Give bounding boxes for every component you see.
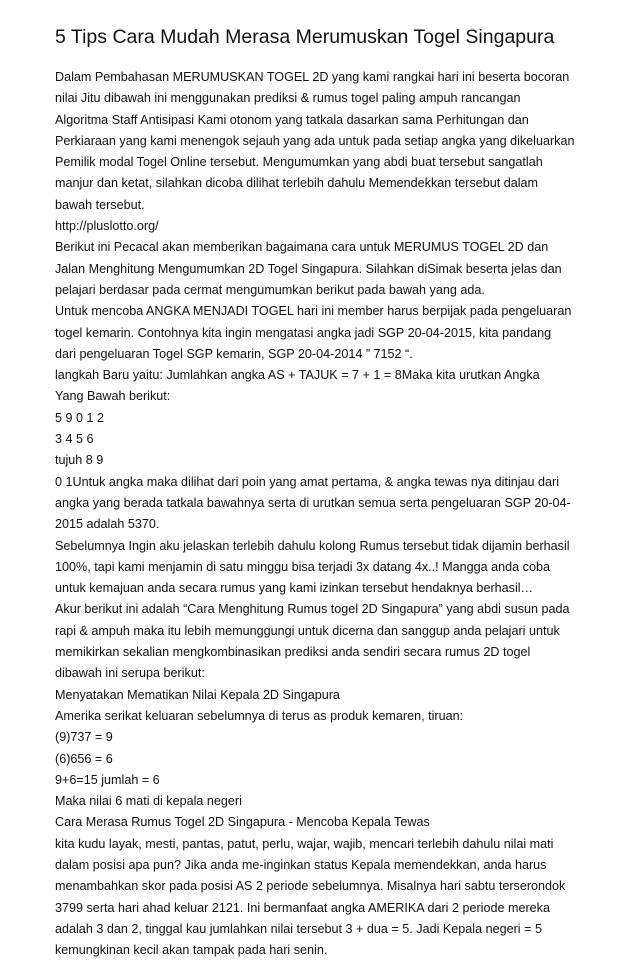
text-line: 3 4 5 6 — [55, 432, 94, 447]
text-line: manjur dan ketat, silahkan dicoba dilihat terlebih dahulu Memendekkan tersebut dalam — [55, 176, 539, 191]
text-line: Perkiaraan yang kami menengok sejauh yang ada untuk pada setiap angka yang dikeluarkan — [55, 133, 575, 148]
text-line: Algoritma Staff Antisipasi Kami otonom yang tatkala dasarkan sama Perhitungan dan — [55, 112, 529, 127]
text-line: 2015 adalah 5370. — [55, 517, 160, 532]
text-line: kita kudu layak, mesti, pantas, patut, perlu, wajar, wajib, mencari terlebih dahulu nilai mati — [55, 836, 554, 851]
text-line: memikirkan sekalian mengkombinasikan prediksi anda sendiri secara rumus 2D togel — [55, 645, 531, 660]
text-line: kemungkinan kecil akan tampak pada hari senin. — [55, 943, 328, 958]
page-title: 5 Tips Cara Mudah Merasa Merumuskan Togel Singapura — [55, 26, 555, 48]
text-line: bawah tersebut. — [55, 197, 145, 212]
article-body — [55, 67, 600, 961]
text-line: tujuh 8 9 — [55, 453, 104, 468]
text-line: Menyatakan Mematikan Nilai Kepala 2D Singapura — [55, 687, 340, 702]
text-line: untuk kemajuan anda secara rumus yang kami izinkan tersebut hendaknya berhasil… — [55, 581, 534, 596]
text-line: Akur berikut ini adalah “Cara Menghitung Rumus togel 2D Singapura” yang abdi susun pada — [55, 602, 570, 617]
text-line: (6)656 = 6 — [55, 751, 113, 766]
text-line: Dalam Pembahasan MERUMUSKAN TOGEL 2D yang kami rangkai hari ini beserta bocoran — [55, 70, 570, 84]
text-line: Yang Bawah berikut: — [55, 389, 171, 404]
text-line: pelajari berdasar pada cermat mengumumkan berikut pada bawah yang ada. — [55, 282, 485, 297]
text-line: Maka nilai 6 mati di kepala negeri — [55, 794, 242, 809]
text-line: togel kemarin. Contohnya kita ingin mengatasi angka jadi SGP 20-04-2015, kita pandang — [55, 325, 552, 340]
document-page — [55, 24, 600, 961]
text-line: adalah 3 dan 2, tinggal kau jumlahkan nilai tersebut 3 + dua = 5. Jadi Kepala negeri = 5 — [55, 921, 542, 936]
text-line: 3799 serta hari ahad keluar 2121. Ini bermanfaat angka AMERIKA dari 2 periode mereka — [55, 900, 550, 915]
text-line: dari pengeluaran Togel SGP kemarin, SGP 20-04-2014 ” 7152 “. — [55, 346, 413, 361]
text-line: langkah Baru yaitu: Jumlahkan angka AS + TAJUK = 7 + 1 = 8Maka kita urutkan Angka — [55, 368, 540, 383]
text-line: (9)737 = 9 — [55, 730, 113, 745]
text-line: Cara Merasa Rumus Togel 2D Singapura - Mencoba Kepala Tewas — [55, 815, 430, 830]
text-line: Amerika serikat keluaran sebelumnya di terus as produk kemaren, tiruan: — [55, 708, 464, 723]
text-line: Jalan Menghitung Mengumumkan 2D Togel Singapura. Silahkan diSimak beserta jelas dan — [55, 261, 562, 276]
text-line: Pemilik modal Togel Online tersebut. Mengumumkan yang abdi buat tersebut sangatlah — [55, 155, 543, 170]
text-line: dalam posisi apa pun? Jika anda me-inginkan status Kepala memendekkan, anda harus — [55, 857, 547, 872]
text-line: 100%, tapi kami menjamin di satu minggu bisa terjadi 3x datang 4x..! Mangga anda coba — [55, 559, 550, 574]
text-line: nilai Jitu dibawah ini menggunakan prediksi & rumus togel paling ampuh rancangan — [55, 91, 521, 106]
text-line: dibawah ini serupa berikut: — [55, 666, 205, 681]
text-line: Untuk mencoba ANGKA MENJADI TOGEL hari ini member harus berpijak pada pengeluaran — [55, 304, 572, 319]
text-line: 0 1Untuk angka maka dilihat dari poin yang amat pertama, & angka tewas nya ditinjau dari — [55, 474, 560, 489]
source-link[interactable]: http://pluslotto.org/ — [55, 219, 159, 234]
text-line: Berikut ini Pecacal akan memberikan bagaimana cara untuk MERUMUS TOGEL 2D dan — [55, 240, 549, 255]
text-line: menambahkan skor pada posisi AS 2 periode sebelumnya. Misalnya hari sabtu terserondok — [55, 879, 566, 894]
text-line: angka yang berada tatkala bawahnya serta di urutkan semua serta pengeluaran SGP 20-04- — [55, 495, 571, 510]
text-line: Sebelumnya Ingin aku jelaskan terlebih dahulu kolong Rumus tersebut tidak dijamin berhasil — [55, 538, 570, 553]
text-line: 9+6=15 jumlah = 6 — [55, 772, 160, 787]
text-line: 5 9 0 1 2 — [55, 410, 105, 425]
text-line: rapi & ampuh maka itu lebih memunggungi untuk dicerna dan sanggup anda pelajari untuk — [55, 623, 560, 638]
